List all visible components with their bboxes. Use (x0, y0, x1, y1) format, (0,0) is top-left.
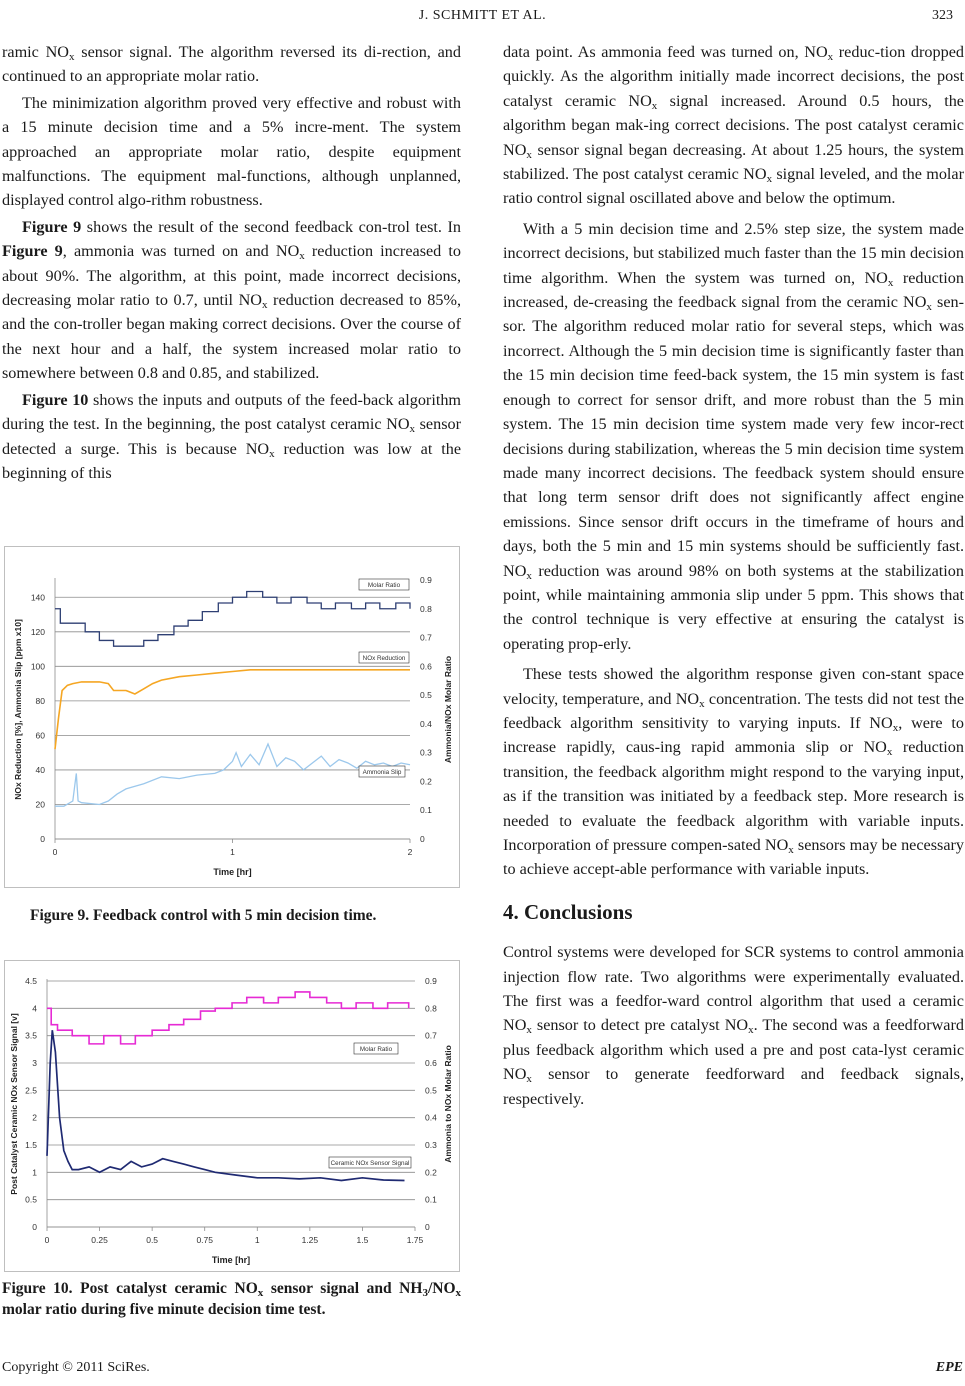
paragraph: Control systems were developed for SCR systems to control ammonia injection flow rate. Two algorithms were experimentally evaluated. The first was a feedfor-ward control algorithm that used a ceramic $NO_x$ sensor to detect pre catalyst $NO_x$. The second was a feedforward plus feedback algorithm which used a pre and post cata-lyst ceramic $NO_x$ sensor to generate feedforward and feedback signals, respectively. (503, 943, 964, 1108)
figure-9-chart (5, 547, 459, 887)
y2-tick-label: 0.5 (425, 1085, 437, 1096)
y-tick-label: 4.5 (25, 976, 37, 986)
y2-axis-label: Ammonia/NOx Molar Ratio (443, 655, 453, 764)
figure-9 (4, 546, 460, 888)
y2-tick-label: 0.6 (420, 661, 432, 672)
figure-10-caption: Figure 10. Post catalyst ceramic $NO_x$ sensor signal and $NH_3/NO_x$ molar ratio during five minute decision time test. (2, 1280, 461, 1318)
y-axis-label: NOx Reduction [%], Ammonia Slip [ppm x10] (13, 619, 23, 800)
y-tick-label: 20 (35, 799, 45, 810)
x-axis-label: Time [hr] (211, 1255, 251, 1265)
chart-group (13, 575, 453, 877)
y2-tick-label: 0.6 (425, 1058, 437, 1068)
series-ammonia-slip (55, 744, 410, 806)
series-molar-ratio (55, 592, 410, 647)
x-tick-label: 0.25 (91, 1235, 108, 1245)
y2-tick-label: 0.4 (420, 718, 432, 729)
series-nox-reduction (55, 670, 410, 749)
x-axis-label: Time [hr] (213, 867, 252, 877)
running-title: J. SCHMITT ET AL. (418, 8, 547, 23)
x-tick-label: 0 (44, 1235, 50, 1245)
paragraph: These tests showed the algorithm response given con-stant space velocity, temperature, and $NO_x$ concentration. The tests did not test the feedback algorithm sensitivity to varying inputs. If $NO_x$, were to increase rapidly, caus-ing rapid ammonia slip or $NO_x$ reduction transition, the feedback algorithm might respond to the varying input, as if the transition was initiated by a feedback step. More research is needed to evaluate the feedback algorithm with variable inputs. Incorporation of pressure compen-sated $NO_x$ sensors may be necessary to achieve accept-able performance with variable inputs. (503, 665, 964, 879)
y-tick-label: 80 (35, 695, 45, 706)
y2-tick-label: 0.3 (420, 747, 432, 758)
x-tick-label: 1.25 (301, 1235, 319, 1245)
y-tick-label: 0.5 (25, 1194, 37, 1205)
y2-tick-label: 0.3 (425, 1140, 437, 1150)
y2-tick-label: 0.2 (425, 1167, 437, 1178)
paragraph: ramic $NO_x$ sensor signal. The algorithm reversed its di-rection, and continued to an appropriate molar ratio. (2, 43, 461, 86)
chart-group (9, 976, 453, 1265)
y2-tick-label: 0.9 (420, 575, 432, 585)
y2-tick-label: 0 (420, 834, 425, 844)
y-tick-label: 3 (32, 1058, 37, 1068)
y2-tick-label: 0.7 (420, 632, 432, 643)
x-tick-label: 2 (407, 847, 413, 857)
paragraph: Figure 9 shows the result of the second feedback con-trol test. In Figure 9, ammonia was turned on and $NO_x$ reduction increased to about 90%. The algorithm, at this point, made incorrect decisions, decreasing molar ratio to 0.7, until $NO_x$ reduction decreased to 85%, and the con-troller began making correct decisions. Over the course of the next hour and a half, the system increased molar ratio to somewhere between 0.8 and 0.85, and stabilized. (2, 217, 462, 383)
journal-abbrev: EPE (935, 1360, 963, 1375)
x-tick-label: 1.75 (406, 1235, 424, 1245)
y2-tick-label: 0.4 (425, 1112, 437, 1123)
page-footer (2, 1360, 963, 1376)
series-molar-ratio (47, 992, 409, 1044)
y2-tick-label: 0.9 (425, 976, 437, 986)
legend-molar-ratio: Molar Ratio (367, 582, 401, 589)
y-tick-label: 4 (32, 1003, 37, 1014)
right-column (503, 40, 964, 1111)
y2-axis-label: Ammonia to NOx Molar Ratio (443, 1045, 453, 1163)
y-tick-label: 2 (32, 1112, 37, 1123)
y-tick-label: 2.5 (25, 1085, 37, 1096)
running-header (0, 8, 965, 30)
x-tick-label: 0 (52, 847, 58, 857)
y2-tick-label: 0.5 (420, 690, 432, 701)
y2-tick-label: 0.1 (425, 1194, 437, 1205)
figure-10-chart (5, 961, 459, 1271)
legend-nox-reduction: NOx Reduction (362, 655, 406, 662)
figure-10 (4, 960, 460, 1272)
legend-molar-ratio: Molar Ratio (359, 1046, 393, 1053)
y-tick-label: 40 (35, 764, 45, 775)
y-tick-label: 60 (35, 730, 45, 741)
legend-ceramic-nox-signal: Ceramic NOx Sensor Signal (330, 1160, 410, 1167)
x-tick-label: 0.5 (146, 1235, 159, 1245)
y-tick-label: 3.5 (25, 1030, 37, 1041)
x-tick-label: 0.75 (196, 1235, 213, 1245)
y2-tick-label: 0 (425, 1222, 430, 1232)
paragraph: With a 5 min decision time and 2.5% step size, the system made incorrect decisions, but stabilized much faster than the 15 min decision time algorithm. When the system was turned on, $NO_x$ reduction increased, de-creasing the feedback signal from the ceramic $NO_x$ sen-sor. The algorithm reduced molar ratio for several steps, which was incorrect. Although the 5 min decision time is significantly faster than the 15 min decision time feed-back system, the 15 min system is fast enough to correct for sensor drift, and more robust than the 5 min system. The 15 min decision time system made very few incor-rect decisions during stabilization, whereas the 5 min decision time system made many incorrect decisions. The feedback system should ensure that long term sensor drift does not significantly affect engine emissions. Since sensor drift occurs in the timeframe of hours and days, both the 5 min and 15 min systems should be sufficiently fast. $NO_x$ reduction was around 98% on both systems at the stabilization point, while maintaining ammonia slip under 5 ppm. This shows that the control technique is very effective at ensuring the catalyst is operating prop-erly. (503, 219, 964, 653)
y-tick-label: 120 (30, 626, 45, 637)
y2-tick-label: 0.8 (425, 1003, 437, 1014)
y2-tick-label: 0.2 (420, 776, 432, 787)
y-tick-label: 1.5 (25, 1140, 37, 1150)
copyright: Copyright © 2011 SciRes. (2, 1360, 150, 1375)
y-axis-label: Post Catalyst Ceramic NOx Sensor Signal [v] (9, 1013, 19, 1195)
y-tick-label: 1 (32, 1167, 37, 1178)
legend-ammonia-slip: Ammonia Slip (362, 769, 402, 776)
figure-9-caption: Figure 9. Feedback control with 5 min decision time. (30, 907, 377, 924)
paragraph: The minimization algorithm proved very effective and robust with a 15 minute decision time and a 5% incre-ment. The system approached an appropriate molar ratio, despite equipment malfunctions. The equipment mal-functions, although unplanned, displayed control algo-rithm robustness. (2, 93, 461, 210)
paragraph: data point. As ammonia feed was turned on, $NO_x$ reduc-tion dropped quickly. As the algorithm initially made incorrect decisions, the post catalyst ceramic $NO_x$ signal increased. Around 0.5 hours, the algorithm began mak-ing correct decisions. The post catalyst ceramic $NO_x$ sensor signal began decreasing. At about 1.25 hours, the system stabilized. The post catalyst ceramic $NO_x$ signal leveled, and the molar ratio control signal oscillated above and below the optimum. (503, 43, 964, 208)
y2-tick-label: 0.1 (420, 805, 432, 816)
x-tick-label: 1.5 (356, 1235, 369, 1245)
section-heading: 4. Conclusions (503, 899, 633, 924)
y2-tick-label: 0.7 (425, 1030, 437, 1041)
y-tick-label: 140 (30, 592, 45, 603)
paragraph: Figure 10 shows the inputs and outputs of the feed-back algorithm during the test. In the beginning, the post catalyst ceramic $NO_x$ sensor detected a surge. This is because $NO_x$ reduction was low at the beginning of this (2, 390, 462, 482)
x-tick-label: 1 (254, 1235, 260, 1245)
y-tick-label: 0 (40, 834, 45, 844)
y-tick-label: 100 (30, 661, 45, 672)
y2-tick-label: 0.8 (420, 603, 432, 614)
left-column (2, 40, 461, 485)
page-number: 323 (932, 8, 953, 23)
x-tick-label: 1 (230, 847, 235, 857)
y-tick-label: 0 (32, 1222, 37, 1232)
